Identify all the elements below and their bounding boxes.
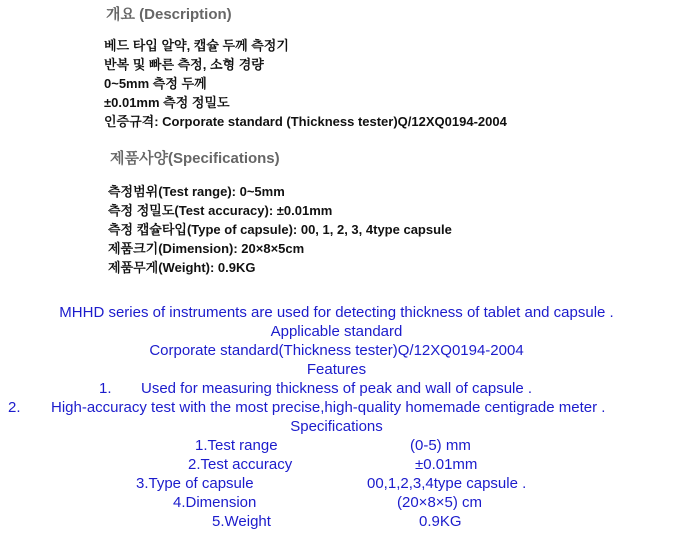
applicable-standard-heading: Applicable standard [270,323,403,340]
overview-line: 베드 타입 알약, 캡슐 두께 측정기 [104,38,289,53]
feature-text: Used for measuring thickness of peak and wall of capsule . [141,380,533,397]
spec-row-value: (0-5) mm [410,437,471,454]
spec-line: 제품무게(Weight): 0.9KG [108,260,256,275]
spec-line: 측정 캡슐타입(Type of capsule): 00, 1, 2, 3, 4type capsule [108,222,452,237]
overview-heading: 개요 (Description) [106,6,232,23]
spec-row-value: 0.9KG [419,513,462,530]
spec-row-label: 1.Test range [195,437,278,454]
feature-number: 1. [99,380,112,397]
specs-heading: 제품사양(Specifications) [110,150,280,167]
feature-number: 2. [8,399,21,416]
intro-text: MHHD series of instruments are used for detecting thickness of tablet and capsule . [59,304,614,321]
spec-line: 제품크기(Dimension): 20×8×5cm [108,241,305,256]
spec-row-label: 5.Weight [212,513,271,530]
overview-line: 반복 및 빠른 측정, 소형 경량 [104,57,264,72]
feature-text: High-accuracy test with the most precise,high-quality homemade centigrade meter . [51,399,606,416]
overview-line: 0~5mm 측정 두께 [104,76,207,91]
spec-row-value: ±0.01mm [415,456,478,473]
spec-row-value: 00,1,2,3,4type capsule . [367,475,527,492]
spec-row-value: (20×8×5) cm [397,494,483,511]
spec-row-label: 2.Test accuracy [188,456,293,473]
spec-line: 측정범위(Test range): 0~5mm [108,184,285,199]
spec-line: 측정 정밀도(Test accuracy): ±0.01mm [108,203,333,218]
spec-row-label: 3.Type of capsule [136,475,254,492]
features-heading: Features [306,361,367,378]
standard-text: Corporate standard(Thickness tester)Q/12XQ0194-2004 [149,342,524,359]
overview-line: 인증규격: Corporate standard (Thickness tester)Q/12XQ0194-2004 [104,114,507,129]
specifications-heading: Specifications [290,418,383,435]
spec-row-label: 4.Dimension [173,494,257,511]
overview-line: ±0.01mm 측정 정밀도 [104,95,230,110]
